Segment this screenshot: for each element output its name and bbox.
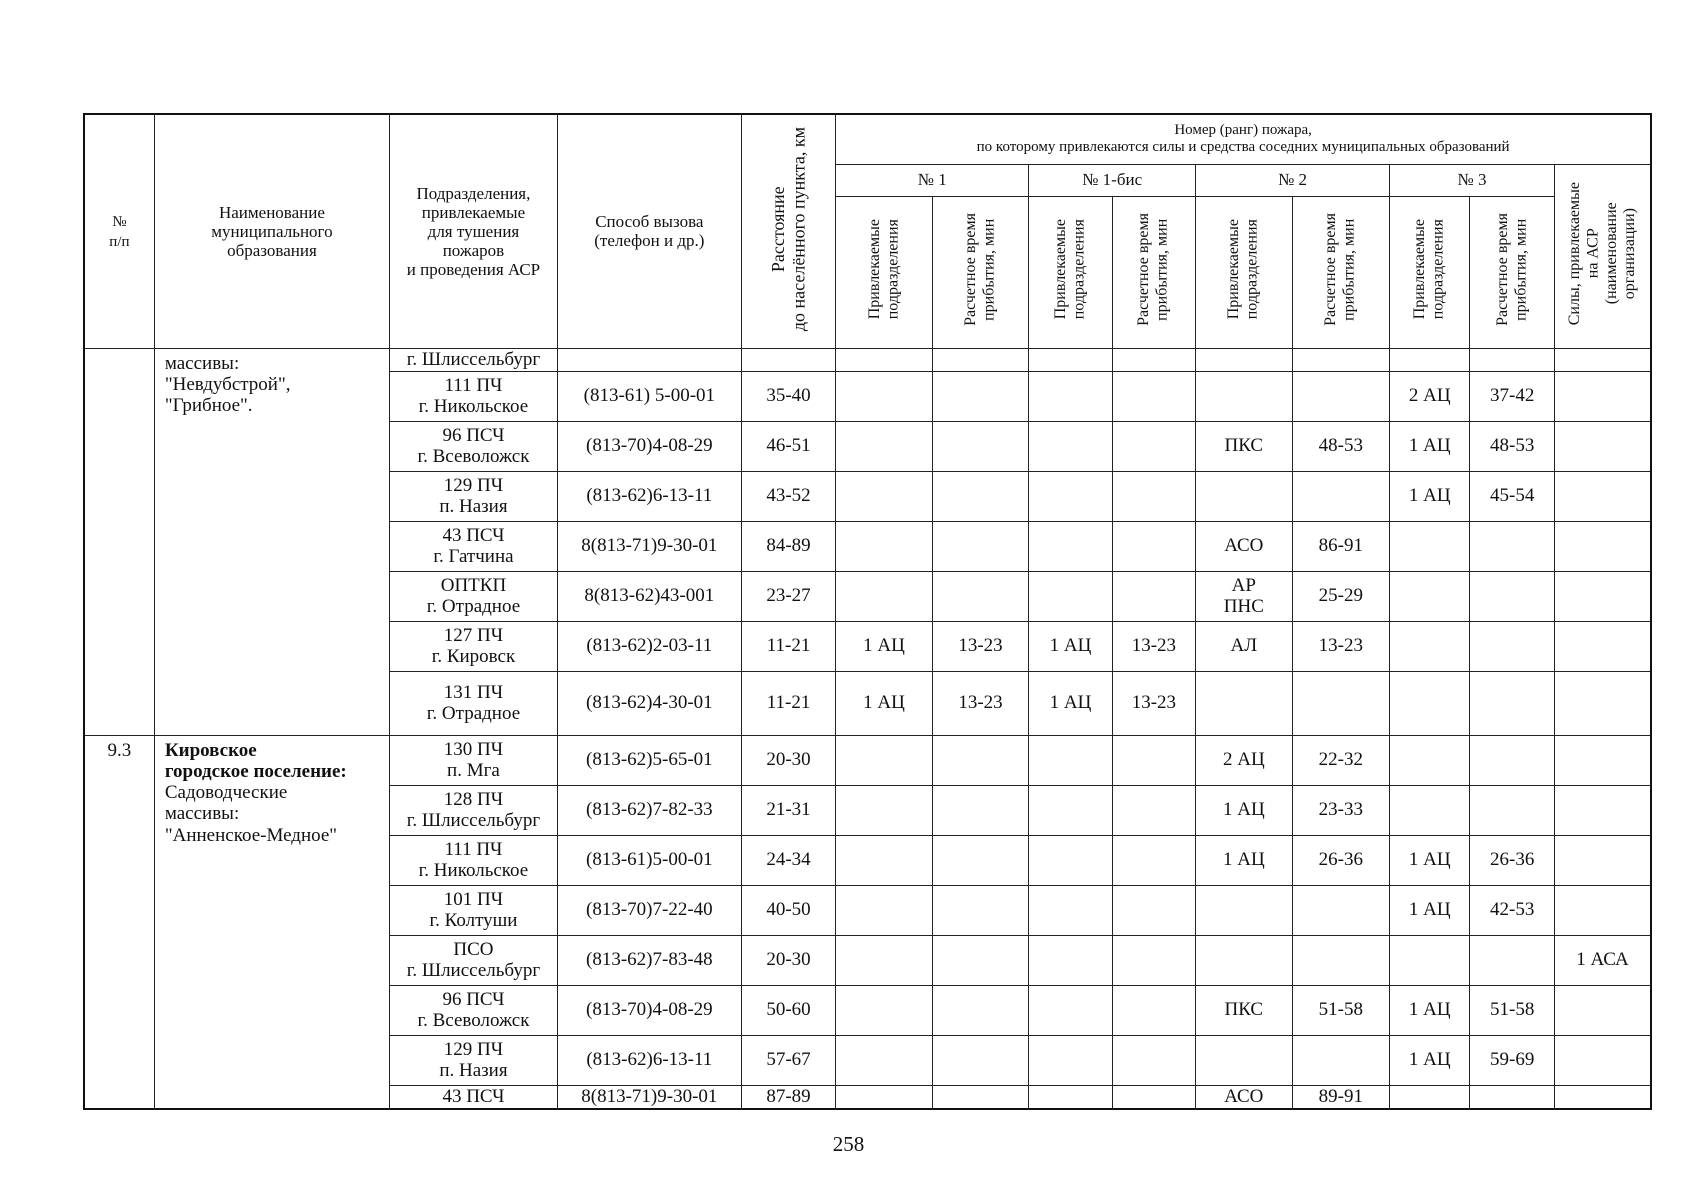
header-rank-title: Номер (ранг) пожара, по которому привлекаются силы и средства соседних муниципальных образований <box>836 114 1651 164</box>
cell-r1u <box>836 1035 932 1085</box>
cell-r3t: 26-36 <box>1470 835 1554 885</box>
cell-r3u: 1 АЦ <box>1390 1035 1470 1085</box>
cell-asr <box>1554 785 1651 835</box>
cell-r3u: 1 АЦ <box>1390 985 1470 1035</box>
cell-r1bu: 1 АЦ <box>1029 671 1112 735</box>
unit-name: 128 ПЧ г. Шлиссельбург <box>390 785 558 835</box>
cell-r1bu <box>1029 1085 1112 1109</box>
cell-r2t <box>1292 671 1389 735</box>
cell-r3t <box>1470 621 1554 671</box>
cell-r1u: 1 АЦ <box>836 621 932 671</box>
header-call: Способ вызова (телефон и др.) <box>557 114 741 348</box>
cell-r3u: 1 АЦ <box>1390 421 1470 471</box>
cell-asr <box>1554 421 1651 471</box>
cell-asr <box>1554 571 1651 621</box>
cell-r1bt <box>1112 571 1195 621</box>
cell-r3t <box>1470 571 1554 621</box>
header-mo: Наименование муниципального образования <box>154 114 389 348</box>
cell-r3t: 42-53 <box>1470 885 1554 935</box>
header-r3-time: Расчетное время прибытия, мин <box>1470 196 1554 348</box>
cell-dist: 46-51 <box>741 421 835 471</box>
cell-r2t <box>1292 885 1389 935</box>
cell-r1u <box>836 935 932 985</box>
cell-r3u <box>1390 621 1470 671</box>
cell-asr <box>1554 348 1651 371</box>
cell-r1bt <box>1112 835 1195 885</box>
header-r2-time: Расчетное время прибытия, мин <box>1292 196 1389 348</box>
cell-r1bt <box>1112 735 1195 785</box>
cell-dist: 11-21 <box>741 671 835 735</box>
cell-dist: 84-89 <box>741 521 835 571</box>
cell-r2u <box>1196 1035 1292 1085</box>
cell-r1t <box>932 521 1028 571</box>
header-rank-1: № 1 <box>836 164 1029 196</box>
cell-r1bt <box>1112 471 1195 521</box>
cell-call: 8(813-71)9-30-01 <box>557 521 741 571</box>
cell-dist: 24-34 <box>741 835 835 885</box>
section-number: 9.3 <box>84 735 154 1109</box>
cell-r1u <box>836 371 932 421</box>
cell-r1u <box>836 735 932 785</box>
cell-r1bu <box>1029 985 1112 1035</box>
cell-r1bu <box>1029 471 1112 521</box>
cell-r3t <box>1470 348 1554 371</box>
unit-name: 130 ПЧ п. Мга <box>390 735 558 785</box>
cell-r1t <box>932 1035 1028 1085</box>
header-r1bis-time: Расчетное время прибытия, мин <box>1112 196 1195 348</box>
cell-dist: 20-30 <box>741 735 835 785</box>
cell-r2u <box>1196 371 1292 421</box>
cell-r3u: 1 АЦ <box>1390 471 1470 521</box>
table-row <box>84 735 1651 785</box>
cell-call: (813-61)5-00-01 <box>557 835 741 885</box>
cell-r1bu <box>1029 348 1112 371</box>
cell-call: (813-62)5-65-01 <box>557 735 741 785</box>
cell-r1bu <box>1029 885 1112 935</box>
cell-r2u: 2 АЦ <box>1196 735 1292 785</box>
cell-r2t: 86-91 <box>1292 521 1389 571</box>
cell-call: (813-62)7-83-48 <box>557 935 741 985</box>
cell-r1t <box>932 785 1028 835</box>
cell-r2u: АР ПНС <box>1196 571 1292 621</box>
header-r2-units: Привлекаемые подразделения <box>1196 196 1292 348</box>
header-rank-3: № 3 <box>1390 164 1555 196</box>
cell-r2t: 26-36 <box>1292 835 1389 885</box>
cell-r1u: 1 АЦ <box>836 671 932 735</box>
header-r1-units: Привлекаемые подразделения <box>836 196 932 348</box>
cell-asr <box>1554 521 1651 571</box>
cell-r1u <box>836 1085 932 1109</box>
cell-call: 8(813-62)43-001 <box>557 571 741 621</box>
cell-asr <box>1554 885 1651 935</box>
cell-r2u: ПКС <box>1196 421 1292 471</box>
cell-r1t <box>932 935 1028 985</box>
cell-r3t <box>1470 1085 1554 1109</box>
cell-r3u <box>1390 1085 1470 1109</box>
cell-r3t <box>1470 735 1554 785</box>
unit-name: 43 ПСЧ г. Гатчина <box>390 521 558 571</box>
cell-r3u <box>1390 521 1470 571</box>
cell-r2t: 22-32 <box>1292 735 1389 785</box>
cell-dist: 35-40 <box>741 371 835 421</box>
cell-call: (813-61) 5-00-01 <box>557 371 741 421</box>
cell-r1t <box>932 985 1028 1035</box>
cell-r1bu <box>1029 421 1112 471</box>
cell-r2u: АСО <box>1196 1085 1292 1109</box>
cell-r1u <box>836 985 932 1035</box>
cell-dist: 11-21 <box>741 621 835 671</box>
cell-r1bu <box>1029 521 1112 571</box>
cell-r1bu <box>1029 935 1112 985</box>
cell-r1t <box>932 885 1028 935</box>
cell-r3u: 1 АЦ <box>1390 885 1470 935</box>
cell-r2t: 13-23 <box>1292 621 1389 671</box>
table-body <box>84 348 1651 1109</box>
unit-name: 129 ПЧ п. Назия <box>390 1035 558 1085</box>
unit-name: ПСО г. Шлиссельбург <box>390 935 558 985</box>
cell-r1bt: 13-23 <box>1112 621 1195 671</box>
cell-r1u <box>836 421 932 471</box>
cell-r3t: 45-54 <box>1470 471 1554 521</box>
page-number: 258 <box>832 1132 865 1156</box>
cell-r2u <box>1196 935 1292 985</box>
cell-call: (813-62)7-82-33 <box>557 785 741 835</box>
cell-r1t <box>932 471 1028 521</box>
cell-dist: 20-30 <box>741 935 835 985</box>
unit-name: 129 ПЧ п. Назия <box>390 471 558 521</box>
cell-r2u: 1 АЦ <box>1196 835 1292 885</box>
cell-r3u <box>1390 785 1470 835</box>
cell-r2u <box>1196 471 1292 521</box>
cell-r3t <box>1470 785 1554 835</box>
header-r3-units: Привлекаемые подразделения <box>1390 196 1470 348</box>
cell-r1bu: 1 АЦ <box>1029 621 1112 671</box>
cell-r1t: 13-23 <box>932 671 1028 735</box>
cell-r1u <box>836 785 932 835</box>
cell-r1t <box>932 835 1028 885</box>
cell-dist: 87-89 <box>741 1085 835 1109</box>
cell-asr <box>1554 985 1651 1035</box>
cell-r3u <box>1390 935 1470 985</box>
cell-r3t: 37-42 <box>1470 371 1554 421</box>
unit-name: 127 ПЧ г. Кировск <box>390 621 558 671</box>
section-number <box>84 348 154 735</box>
cell-r1u <box>836 571 932 621</box>
cell-dist: 23-27 <box>741 571 835 621</box>
unit-name: г. Шлиссельбург <box>390 348 558 371</box>
cell-r1bt <box>1112 371 1195 421</box>
cell-call: (813-70)4-08-29 <box>557 421 741 471</box>
cell-asr <box>1554 835 1651 885</box>
cell-r1u <box>836 471 932 521</box>
cell-r2t <box>1292 371 1389 421</box>
cell-r1t <box>932 571 1028 621</box>
cell-call: (813-62)6-13-11 <box>557 471 741 521</box>
cell-r2t: 25-29 <box>1292 571 1389 621</box>
cell-r1bu <box>1029 571 1112 621</box>
cell-r2u <box>1196 348 1292 371</box>
cell-r2t: 48-53 <box>1292 421 1389 471</box>
municipality-name <box>154 735 389 1109</box>
cell-asr: 1 АСА <box>1554 935 1651 985</box>
cell-call: (813-62)6-13-11 <box>557 1035 741 1085</box>
header-units: Подразделения, привлекаемые для тушения пожаров и проведения АСР <box>390 114 558 348</box>
cell-r1bt <box>1112 348 1195 371</box>
unit-name: 101 ПЧ г. Колтуши <box>390 885 558 935</box>
cell-r1bu <box>1029 735 1112 785</box>
unit-name: 43 ПСЧ <box>390 1085 558 1109</box>
municipality-name <box>154 348 389 735</box>
cell-dist: 57-67 <box>741 1035 835 1085</box>
unit-name: 131 ПЧ г. Отрадное <box>390 671 558 735</box>
header-r1bis-units: Привлекаемые подразделения <box>1029 196 1112 348</box>
cell-r1bt <box>1112 885 1195 935</box>
cell-r1t <box>932 348 1028 371</box>
cell-r1bt <box>1112 935 1195 985</box>
municipality-title: Кировское городское поселение: <box>164 739 347 782</box>
cell-r1t <box>932 1085 1028 1109</box>
cell-r3u <box>1390 735 1470 785</box>
cell-r1t <box>932 735 1028 785</box>
cell-r2u: 1 АЦ <box>1196 785 1292 835</box>
cell-asr <box>1554 371 1651 421</box>
cell-r1bt <box>1112 785 1195 835</box>
unit-name: 96 ПСЧ г. Всеволожск <box>390 421 558 471</box>
cell-r1u <box>836 835 932 885</box>
cell-r2t <box>1292 1035 1389 1085</box>
cell-r1bu <box>1029 785 1112 835</box>
cell-call: 8(813-71)9-30-01 <box>557 1085 741 1109</box>
cell-call: (813-62)2-03-11 <box>557 621 741 671</box>
cell-asr <box>1554 671 1651 735</box>
cell-r3t <box>1470 671 1554 735</box>
cell-r3u: 1 АЦ <box>1390 835 1470 885</box>
header-num: № п/п <box>84 114 154 348</box>
cell-asr <box>1554 1035 1651 1085</box>
cell-dist: 43-52 <box>741 471 835 521</box>
cell-r1u <box>836 348 932 371</box>
cell-r3t: 48-53 <box>1470 421 1554 471</box>
cell-r1u <box>836 885 932 935</box>
cell-asr <box>1554 471 1651 521</box>
municipality-description: Садоводческие массивы: "Анненское-Медное" <box>164 782 338 846</box>
cell-r2t: 23-33 <box>1292 785 1389 835</box>
cell-dist: 40-50 <box>741 885 835 935</box>
unit-name: ОПТКП г. Отрадное <box>390 571 558 621</box>
cell-r2u: АЛ <box>1196 621 1292 671</box>
cell-r2u <box>1196 885 1292 935</box>
cell-r3u <box>1390 348 1470 371</box>
cell-r3t: 59-69 <box>1470 1035 1554 1085</box>
cell-r2t: 89-91 <box>1292 1085 1389 1109</box>
unit-name: 111 ПЧ г. Никольское <box>390 371 558 421</box>
cell-r1t <box>932 371 1028 421</box>
cell-call: (813-70)4-08-29 <box>557 985 741 1035</box>
header-r1-time: Расчетное время прибытия, мин <box>932 196 1028 348</box>
cell-call <box>557 348 741 371</box>
cell-r1bu <box>1029 835 1112 885</box>
cell-asr <box>1554 735 1651 785</box>
cell-r2u: ПКС <box>1196 985 1292 1035</box>
cell-dist: 50-60 <box>741 985 835 1035</box>
cell-r3t <box>1470 935 1554 985</box>
cell-r1bt <box>1112 1035 1195 1085</box>
cell-r2t <box>1292 348 1389 371</box>
cell-r2t <box>1292 935 1389 985</box>
cell-r1bt <box>1112 421 1195 471</box>
cell-r1bu <box>1029 1035 1112 1085</box>
table-row <box>84 348 1651 371</box>
cell-r1t: 13-23 <box>932 621 1028 671</box>
cell-r1bt: 13-23 <box>1112 671 1195 735</box>
cell-r1bt <box>1112 985 1195 1035</box>
unit-name: 96 ПСЧ г. Всеволожск <box>390 985 558 1035</box>
cell-r3u: 2 АЦ <box>1390 371 1470 421</box>
cell-dist: 21-31 <box>741 785 835 835</box>
cell-r3u <box>1390 671 1470 735</box>
header-asr: Силы, привлекаемые на АСР (наименование организации) <box>1554 164 1651 348</box>
header-rank-2: № 2 <box>1196 164 1390 196</box>
cell-r3t: 51-58 <box>1470 985 1554 1035</box>
header-rank-1bis: № 1-бис <box>1029 164 1196 196</box>
fire-resources-table <box>83 113 1652 1110</box>
cell-r1u <box>836 521 932 571</box>
municipality-description: массивы: "Невдубстрой", "Грибное". <box>164 352 291 417</box>
cell-dist <box>741 348 835 371</box>
cell-asr <box>1554 1085 1651 1109</box>
cell-r2t: 51-58 <box>1292 985 1389 1035</box>
cell-r3u <box>1390 571 1470 621</box>
unit-name: 111 ПЧ г. Никольское <box>390 835 558 885</box>
cell-r2u <box>1196 671 1292 735</box>
header-distance: Расстояние до населённого пункта, км <box>741 114 835 348</box>
cell-r1bu <box>1029 371 1112 421</box>
cell-r1t <box>932 421 1028 471</box>
cell-r1bt <box>1112 521 1195 571</box>
cell-asr <box>1554 621 1651 671</box>
cell-r2t <box>1292 471 1389 521</box>
cell-r1bt <box>1112 1085 1195 1109</box>
cell-call: (813-62)4-30-01 <box>557 671 741 735</box>
cell-r2u: АСО <box>1196 521 1292 571</box>
cell-call: (813-70)7-22-40 <box>557 885 741 935</box>
cell-r3t <box>1470 521 1554 571</box>
